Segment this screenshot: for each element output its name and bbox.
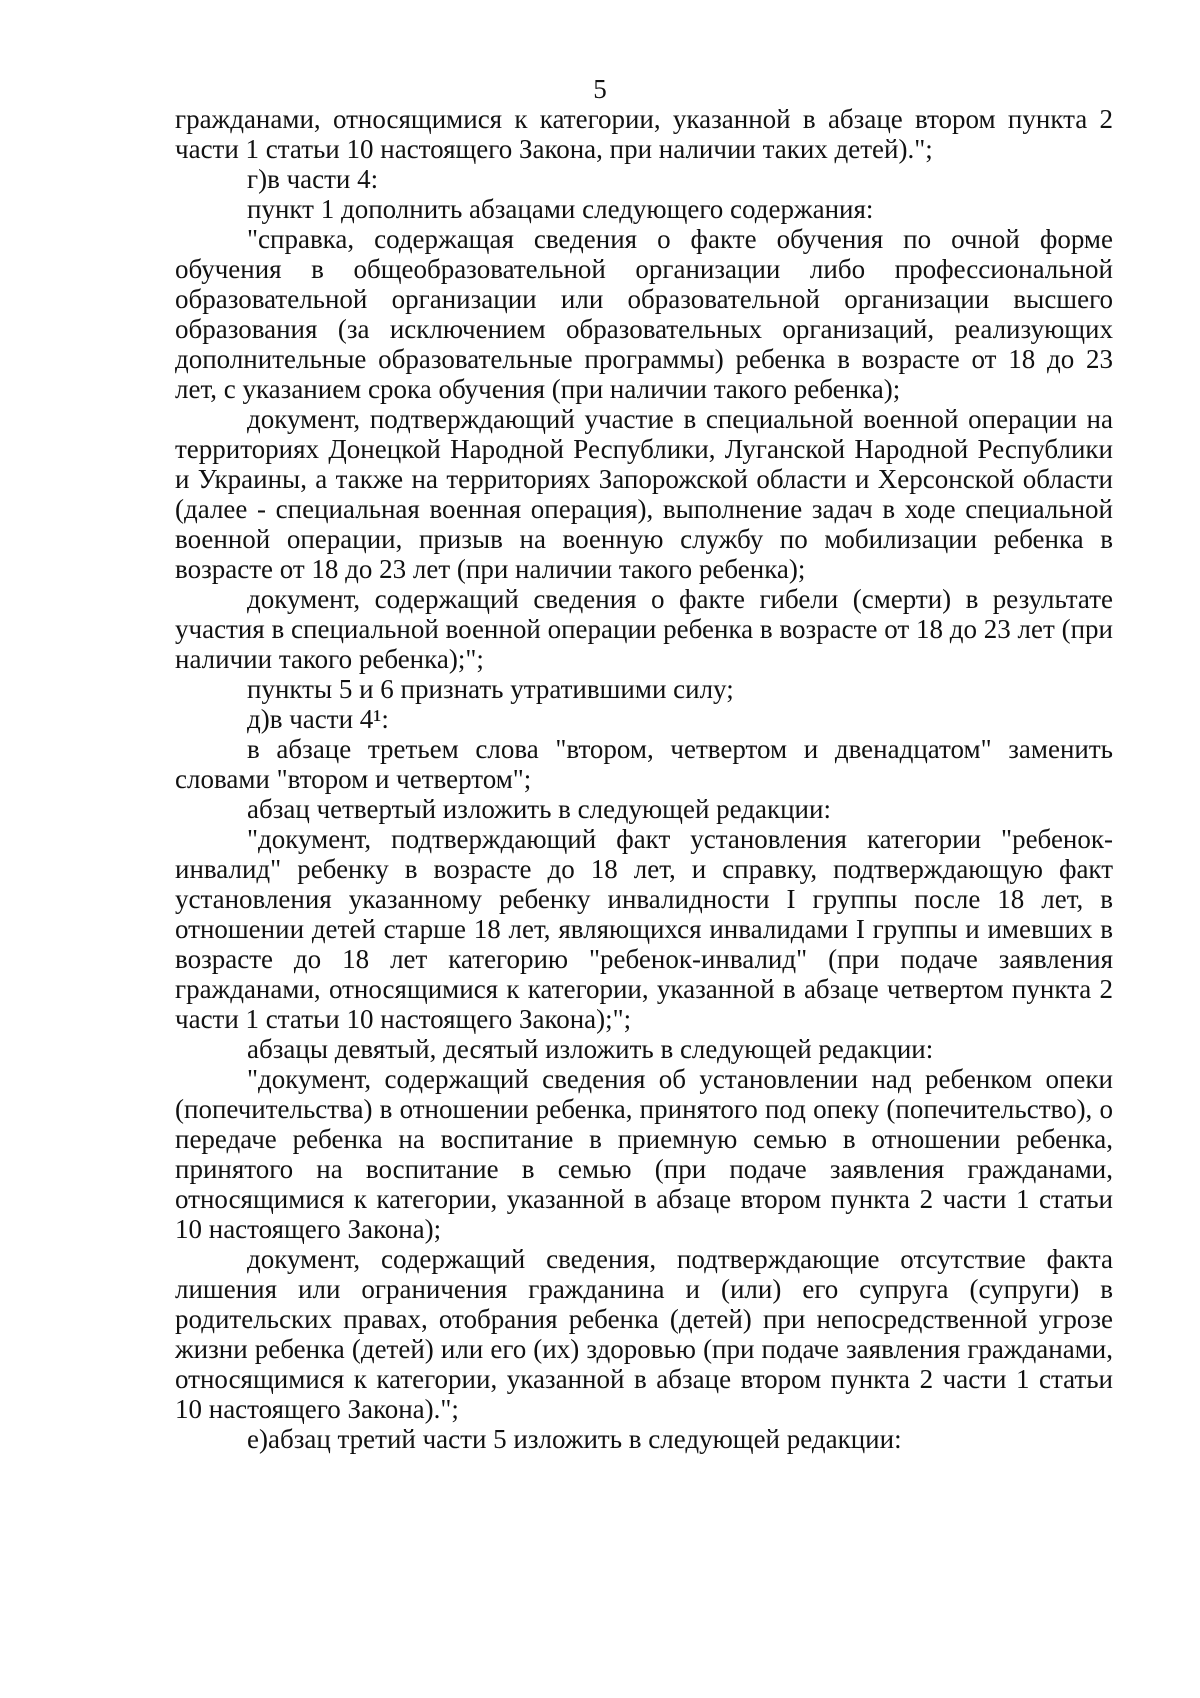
- paragraph-fourth-revision: абзац четвертый изложить в следующей редакции:: [247, 794, 831, 824]
- paragraph-disability-document: "документ, подтверждающий факт установления категории "ребенок-инвалид" ребенку в возрасте до 18 лет, и справку, подтверждающую факт установления указанному ребенку инвалидности I группы после 18 лет, в отношении детей старше 18 лет, являющихся инвалидами I группы и имевших в возрасте до 18 лет категорию "ребенок-инвалид" (при подаче заявления гражданами, относящимися к категории, указанной в абзаце четвертом пункта 2 части 1 статьи 10 настоящего Закона);";: [175, 824, 1113, 1034]
- paragraph-words-replacement: в абзаце третьем слова "втором, четвертом и двенадцатом" заменить словами "втором и четвертом";: [175, 734, 1113, 794]
- paragraph-parental-rights-document: документ, содержащий сведения, подтверждающие отсутствие факта лишения или ограничения гражданина и (или) его супруга (супруги) в родительских правах, отобрания ребенка (детей) при непосредственной угрозе жизни ребенка (детей) или его (их) здоровью (при подаче заявления гражданами, относящимися к категории, указанной в абзаце втором пункта 2 части 1 статьи 10 настоящего Закона).";: [175, 1244, 1113, 1424]
- page-number: 5: [593, 74, 607, 104]
- paragraph-death-document: документ, содержащий сведения о факте гибели (смерти) в результате участия в специальной военной операции ребенка в возрасте от 18 до 23 лет (при наличии такого ребенка);";: [175, 584, 1113, 674]
- paragraph-guardianship-document: "документ, содержащий сведения об установлении над ребенком опеки (попечительства) в отношении ребенка, принятого под опеку (попечительство), о передаче ребенка на воспитание в приемную семью в отношении ребенка, принятого на воспитание в семью (при подаче заявления гражданами, относящимися к категории, указанной в абзаце втором пункта 2 части 1 статьи 10 настоящего Закона);: [175, 1064, 1113, 1244]
- paragraph-item-e: е)абзац третий части 5 изложить в следующей редакции:: [247, 1424, 902, 1454]
- paragraph-item-g: г)в части 4:: [247, 164, 379, 194]
- paragraph-points-5-6-void: пункты 5 и 6 признать утратившими силу;: [247, 674, 734, 704]
- document-body: [175, 104, 1113, 1454]
- paragraph-point-1-addition: пункт 1 дополнить абзацами следующего содержания:: [247, 194, 874, 224]
- paragraph-item-d: д)в части 4¹:: [247, 704, 389, 734]
- paragraph-continuation: гражданами, относящимися к категории, указанной в абзаце втором пункта 2 части 1 статьи 10 настоящего Закона, при наличии таких детей).";: [175, 104, 1113, 164]
- paragraph-education-certificate: "справка, содержащая сведения о факте обучения по очной форме обучения в общеобразовательной организации либо профессиональной образовательной организации или образовательной организации высшего образования (за исключением образовательных организаций, реализующих дополнительные образовательные программы) ребенка в возрасте от 18 до 23 лет, с указанием срока обучения (при наличии такого ребенка);: [175, 224, 1113, 404]
- paragraph-military-participation-document: документ, подтверждающий участие в специальной военной операции на территориях Донецкой Народной Республики, Луганской Народной Республики и Украины, а также на территориях Запорожской области и Херсонской области (далее - специальная военная операция), выполнение задач в ходе специальной военной операции, призыв на военную службу по мобилизации ребенка в возрасте от 18 до 23 лет (при наличии такого ребенка);: [175, 404, 1113, 584]
- paragraph-ninth-tenth-revision: абзацы девятый, десятый изложить в следующей редакции:: [247, 1034, 934, 1064]
